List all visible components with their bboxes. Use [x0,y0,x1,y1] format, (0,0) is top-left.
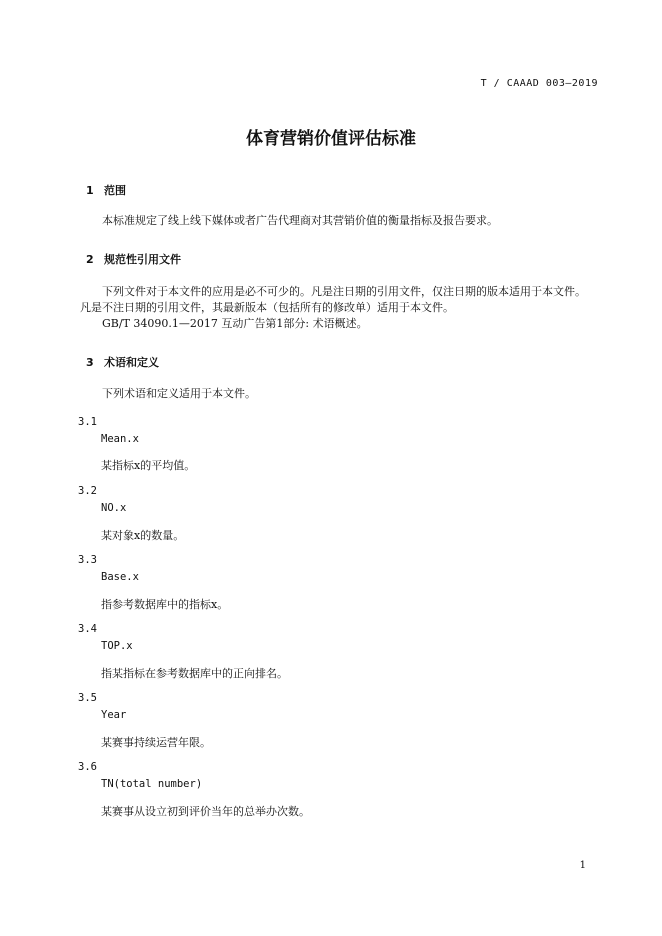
term-definition: 某赛事持续运营年限。 [101,736,211,749]
section-number: 2 [86,253,94,266]
section-number: 3 [86,356,94,369]
section-3-heading [86,354,159,370]
term-name: TN(total number) [101,778,203,790]
section-3-intro [80,386,600,402]
term-number: 3.6 [78,761,97,773]
paragraph-line: 下列文件对于本文件的应用是必不可少的。凡是注日期的引用文件，仅注日期的版本适用于本文件。 [102,285,586,298]
section-2-heading [86,251,181,267]
term-name: Base.x [101,571,139,583]
section-2-body [80,284,600,332]
term-number: 3.4 [78,623,97,635]
section-title: 范围 [104,184,126,197]
section-number: 1 [86,184,94,197]
term-number: 3.1 [78,416,97,428]
term-definition: 指某指标在参考数据库中的正向排名。 [101,667,288,680]
term-number: 3.3 [78,554,97,566]
term-number: 3.5 [78,692,97,704]
term-definition: 某赛事从设立初到评价当年的总举办次数。 [101,805,310,818]
reference-line: GB/T 34090.1—2017 互动广告第1部分: 术语概述。 [102,317,368,330]
term-definition: 指参考数据库中的指标x。 [101,598,229,611]
section-1-heading [86,182,126,198]
term-name: TOP.x [101,640,133,652]
term-definition: 某对象x的数量。 [101,529,185,542]
term-name: NO.x [101,502,127,514]
document-title: 体育营销价值评估标准 [246,129,416,149]
term-name: Year [101,709,127,721]
section-1-body [80,213,600,229]
paragraph-line: 下列术语和定义适用于本文件。 [102,387,256,400]
section-title: 术语和定义 [104,356,159,369]
term-number: 3.2 [78,485,97,497]
term-name: Mean.x [101,433,139,445]
paragraph-line: 凡是不注日期的引用文件，其最新版本（包括所有的修改单）适用于本文件。 [80,301,454,314]
page-number: 1 [579,860,586,871]
section-title: 规范性引用文件 [104,253,181,266]
document-code: T / CAAAD 003—2019 [480,78,598,89]
paragraph-line: 本标准规定了线上线下媒体或者广告代理商对其营销价值的衡量指标及报告要求。 [102,214,498,227]
term-definition: 某指标x的平均值。 [101,459,196,472]
